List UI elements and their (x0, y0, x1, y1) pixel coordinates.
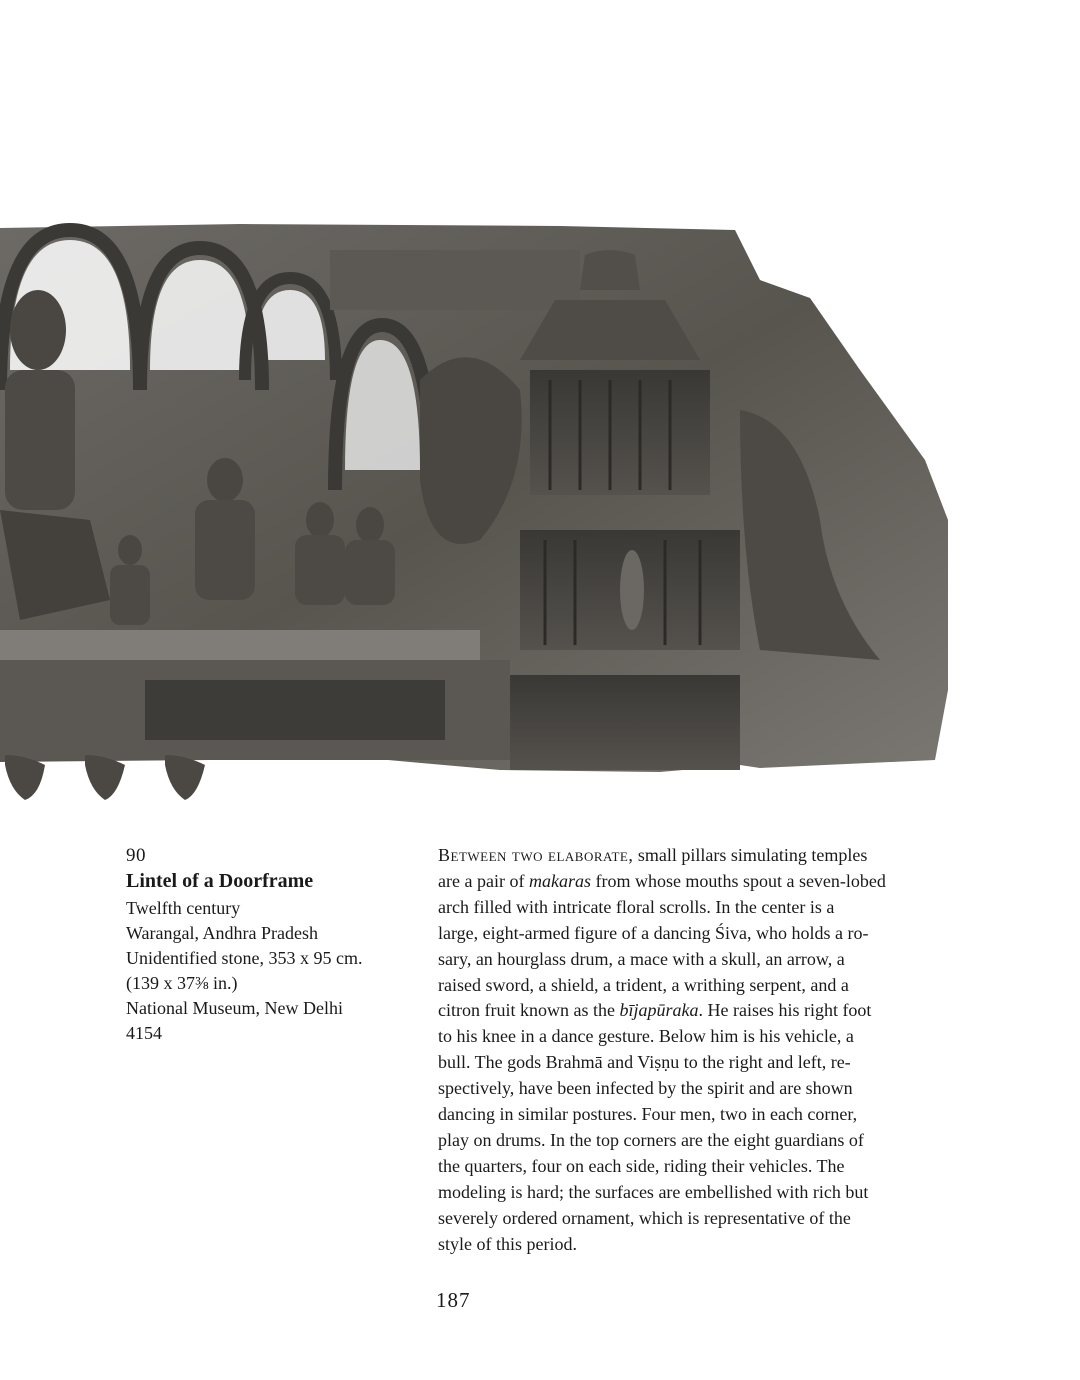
lead-in-small-caps: Between two elaborate, (438, 845, 634, 865)
description-lines (438, 869, 958, 1258)
description-text (438, 843, 958, 1258)
artwork-title: Lintel of a Doorframe (126, 870, 314, 892)
caption-detail-line: (139 x 37⅜ in.) (126, 973, 238, 993)
caption-detail-line: National Museum, New Delhi (126, 998, 343, 1018)
caption-detail-line: Unidentified stone, 353 x 95 cm. (126, 948, 363, 968)
description-line: the quarters, four on each side, riding their vehicles. The (438, 1155, 845, 1176)
artwork-caption (126, 843, 406, 1046)
description-line: bull. The gods Brahmā and Viṣṇu to the right and left, re- (438, 1052, 851, 1073)
description-line-rest: small pillars simulating temples (633, 845, 868, 865)
description-line: modeling is hard; the surfaces are embellished with rich but (438, 1181, 869, 1202)
caption-detail-line: Twelfth century (126, 898, 241, 918)
caption-detail-line: 4154 (126, 1023, 162, 1043)
description-line: severely ordered ornament, which is representative of the (438, 1207, 851, 1228)
description-line: citron fruit known as the bījapūraka. He raises his right foot (438, 1000, 872, 1021)
description-line: style of this period. (438, 1233, 577, 1254)
description-line: spectively, have been infected by the spirit and are shown (438, 1078, 853, 1099)
italic-term: bījapūraka (619, 1000, 699, 1021)
lintel-photograph (0, 220, 948, 800)
description-line: to his knee in a dance gesture. Below him is his vehicle, a (438, 1026, 854, 1047)
italic-term: makaras (528, 870, 591, 891)
caption-details (126, 896, 406, 1046)
description-line: are a pair of makaras from whose mouths spout a seven-lobed (438, 870, 886, 891)
description-line: large, eight-armed figure of a dancing Śiva, who holds a ro- (438, 922, 869, 943)
caption-detail-line: Warangal, Andhra Pradesh (126, 923, 318, 943)
description-line: arch filled with intricate floral scrolls. In the center is a (438, 896, 835, 917)
description-line: sary, an hourglass drum, a mace with a skull, an arrow, a (438, 948, 845, 969)
catalog-number: 90 (126, 845, 146, 866)
description-line: play on drums. In the top corners are the eight guardians of (438, 1129, 864, 1150)
description-line (438, 843, 958, 869)
description-line: dancing in similar postures. Four men, two in each corner, (438, 1104, 858, 1125)
page-number: 187 (436, 1288, 471, 1312)
description-line: raised sword, a shield, a trident, a writhing serpent, and a (438, 974, 849, 995)
